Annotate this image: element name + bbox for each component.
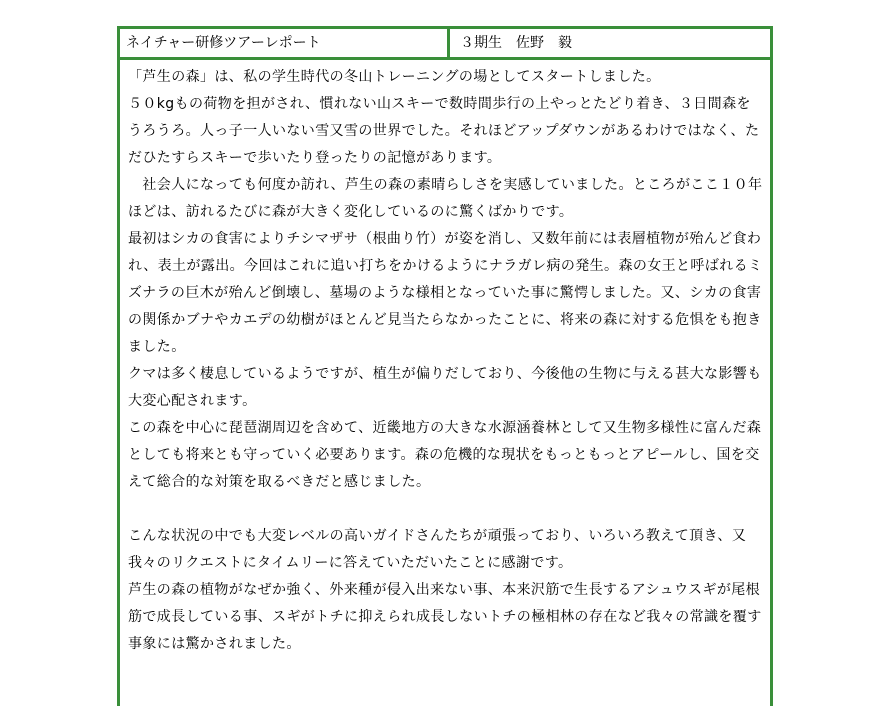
report-author: ３期生 佐野 毅 [460, 35, 572, 51]
paragraph-1: 「芦生の森」は、私の学生時代の冬山トレーニングの場としてスタートしました。 [128, 69, 661, 85]
paragraph-4: 最初はシカの食害によりチシマザサ（根曲り竹）が姿を消し、又数年前には表層植物が殆んど食われ、表土が露出。今回はこれに追い打ちをかけるようにナラガレ病の発生。森の女王と呼ばれるミズナラの巨木が殆んど倒壊し、墓場のような様相となっていた事に驚愕しました。又、シカの食害の関係かブナやカエデの幼樹がほとんど見当たらなかったことに、将来の森に対する危惧をも抱きました。 [128, 231, 763, 355]
report-header [120, 29, 770, 60]
blank-line [128, 496, 764, 523]
paragraph-5: クマは多く棲息しているようですが、植生が偏りだしており、今後他の生物に与える甚大な影響も大変心配されます。 [128, 366, 762, 409]
paragraph-2: ５０kgもの荷物を担がされ、慣れない山スキーで数時間歩行の上やっとたどり着き、３日間森をうろうろ。人っ子一人いない雪又雪の世界でした。それほどアップダウンがあるわけではなく、ただひたすらスキーで歩いたり登ったりの記憶があります。 [128, 96, 760, 166]
report-frame [117, 26, 773, 706]
report-title: ネイチャー研修ツアーレポート [120, 29, 450, 57]
paragraph-8: 芦生の森の植物がなぜか強く、外来種が侵入出来ない事、本来沢筋で生長するアシュウスギが尾根筋で成長している事、スギがトチに抑えられ成長しないトチの極相林の存在など我々の常識を覆す事象には驚かされました。 [128, 582, 762, 652]
paragraph-7: こんな状況の中でも大変レベルの高いガイドさんたちが頑張っており、いろいろ教えて頂き、又我々のリクエストにタイムリーに答えていただいたことに感謝です。 [128, 528, 747, 571]
paragraph-6: この森を中心に琵琶湖周辺を含めて、近畿地方の大きな水源涵養林として又生物多様性に富んだ森としても将来とも守っていく必要あります。森の危機的な現状をもっともっとアピールし、国を交えて総合的な対策を取るべきだと感じました。 [128, 420, 762, 490]
paragraph-3: 社会人になっても何度か訪れ、芦生の森の素晴らしさを実感していました。ところがここ１０年ほどは、訪れるたびに森が大きく変化しているのに驚くばかりです。 [128, 177, 763, 220]
report-body [120, 60, 770, 658]
